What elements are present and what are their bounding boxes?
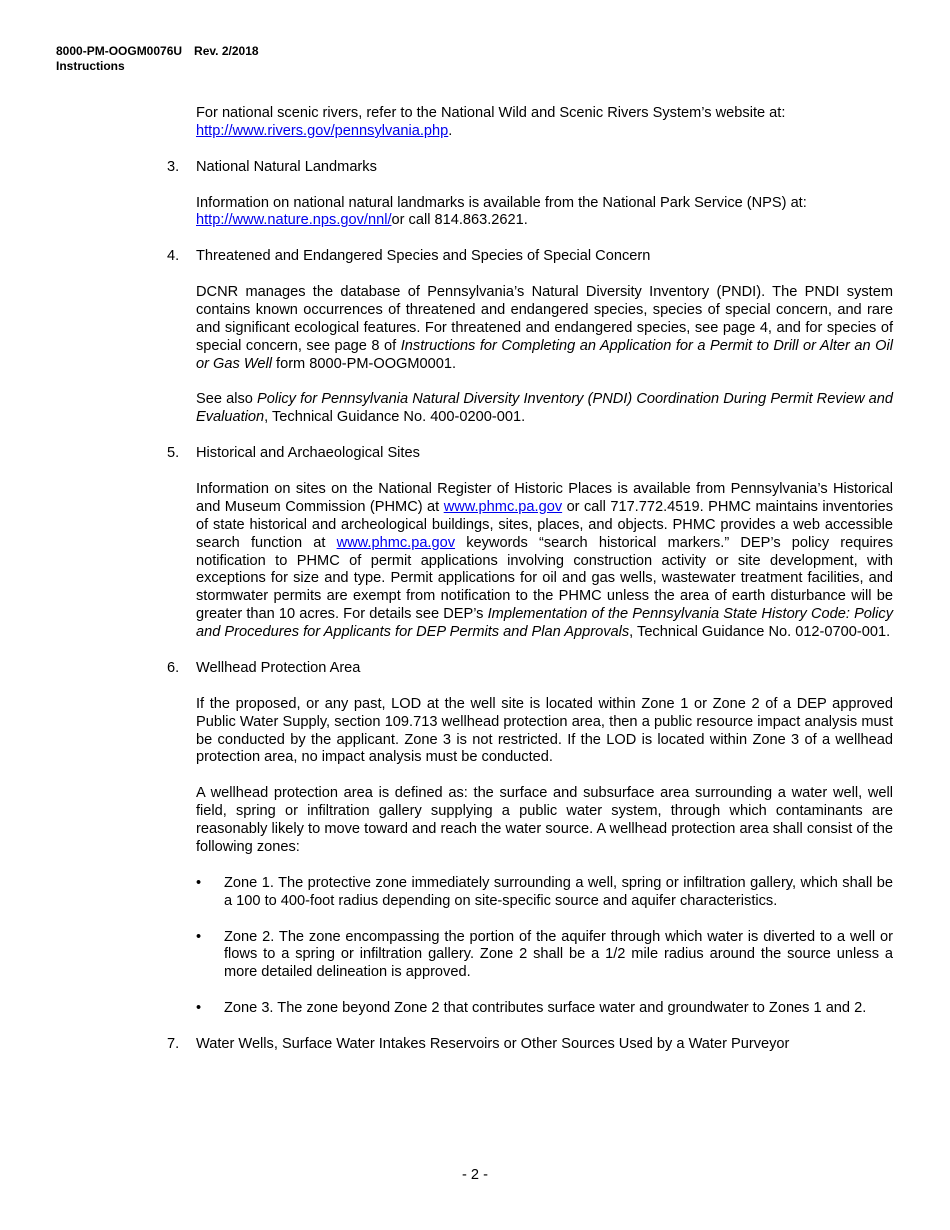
section-paragraph: A wellhead protection area is defined as: the surface and subsurface area surrounding a water well, well field, spring or infiltration gallery supplying a public water system, through which contaminants are reasonably likely to move toward and reach the water source. A wellhead protection area shall consist of the following zones: xyxy=(196,785,893,855)
phmc-search-link[interactable]: www.phmc.pa.gov xyxy=(336,534,456,551)
list-item: • Zone 3. The zone beyond Zone 2 that contributes surface water and groundwater to Zones 1 and 2. xyxy=(196,1000,867,1017)
section-5 xyxy=(167,445,893,642)
form-number: 8000-PM-OOGM0076U xyxy=(56,44,183,58)
section-paragraph: See also Policy for Pennsylvania Natural Diversity Inventory (PNDI) Coordination During Permit Review and Evaluation, Technical Guidance No. 400-0200-001. xyxy=(196,391,893,426)
document-body xyxy=(167,105,893,1054)
header-subtitle: Instructions xyxy=(56,59,125,73)
section-title: Wellhead Protection Area xyxy=(196,659,361,676)
nps-link[interactable]: http://www.nature.nps.gov/nnl/ xyxy=(196,212,392,229)
section-paragraph: DCNR manages the database of Pennsylvania’s Natural Diversity Inventory (PNDI). The PNDI system contains known occurrences of threatened and endangered species, species of special concern, and rare and significant ecological features. For threatened and endangered species, see page 4, and for species of special concern, see page 8 of Instructions for Completing an Application for a Permit to Drill or Alter an Oil or Gas Well form 8000-PM-OOGM0001. xyxy=(196,284,893,372)
zone-list xyxy=(196,875,893,1018)
section-paragraph: Information on sites on the National Register of Historic Places is available from Pennsylvania’s Historical and Museum Commission (PHMC) at www.phmc.pa.gov or call 717.772.4519. PHMC maintains inventories of state historical and archeological buildings, sites, places, and objects. PHMC provides a web accessible search function at www.phmc.pa.gov keywords “search historical markers.” DEP’s policy requires notification to PHMC of permit applications involving construction activity or site development, with exceptions for size and type. Permit applications for oil and gas wells, wastewater treatment facilities, and stormwater permits are exempt from notification to the PHMC unless the area of earth disturbance will be greater than 10 acres. For details see DEP’s Implementation of the Pennsylvania State History Code: Policy and Procedures for Applicants for DEP Permits and Plan Approvals, Technical Guidance No. 012-0700-001. xyxy=(196,480,893,641)
section-number: 6. xyxy=(167,659,180,676)
section-6 xyxy=(167,659,893,1018)
list-item: • Zone 1. The protective zone immediately surrounding a well, spring or infiltration gallery, which shall be a 100 to 400-foot radius depending on site-specific source and aquifer characteristics. xyxy=(196,874,893,909)
section-title: Water Wells, Surface Water Intakes Reservoirs or Other Sources Used by a Water Purveyor xyxy=(196,1035,790,1052)
section-paragraph: Information on national natural landmarks is available from the National Park Service (NPS) at: http://www.nature.nps.gov/nnl/or call 814.863.2621. xyxy=(196,194,807,229)
header-line-1 xyxy=(56,44,259,59)
section-4 xyxy=(167,248,893,427)
phmc-link[interactable]: www.phmc.pa.gov xyxy=(443,498,563,515)
page-number: - 2 - xyxy=(462,1167,488,1183)
section-title: National Natural Landmarks xyxy=(196,158,377,175)
section-title: Historical and Archaeological Sites xyxy=(196,445,420,462)
bullet-icon: • xyxy=(196,1000,202,1017)
intro-paragraph: For national scenic rivers, refer to the National Wild and Scenic Rivers System’s website at: http://www.rivers.gov/pennsylvania.php. xyxy=(196,105,786,139)
bullet-icon: • xyxy=(196,874,202,891)
list-item: • Zone 2. The zone encompassing the portion of the aquifer through which water is diverted to a well or flows to a spring or infiltration gallery. Zone 2 shall be a 1/2 mile radius around the source unless a more detailed delineation is approved. xyxy=(196,928,893,981)
document-header xyxy=(56,44,259,74)
section-number: 7. xyxy=(167,1035,180,1052)
rivers-link[interactable]: http://www.rivers.gov/pennsylvania.php xyxy=(196,122,449,139)
section-7 xyxy=(167,1035,893,1054)
revision: Rev. 2/2018 xyxy=(194,44,259,58)
section-3 xyxy=(167,158,893,231)
section-title: Threatened and Endangered Species and Species of Special Concern xyxy=(196,248,651,265)
section-number: 4. xyxy=(167,248,180,265)
bullet-icon: • xyxy=(196,928,202,945)
section-paragraph: If the proposed, or any past, LOD at the well site is located within Zone 1 or Zone 2 of a DEP approved Public Water Supply, section 109.713 wellhead protection area, then a public resource impact analysis must be conducted by the applicant. Zone 3 is not restricted. If the LOD is located within Zone 3 of a wellhead protection area, no impact analysis must be conducted. xyxy=(196,695,893,766)
section-number: 3. xyxy=(167,158,180,175)
section-number: 5. xyxy=(167,445,180,462)
